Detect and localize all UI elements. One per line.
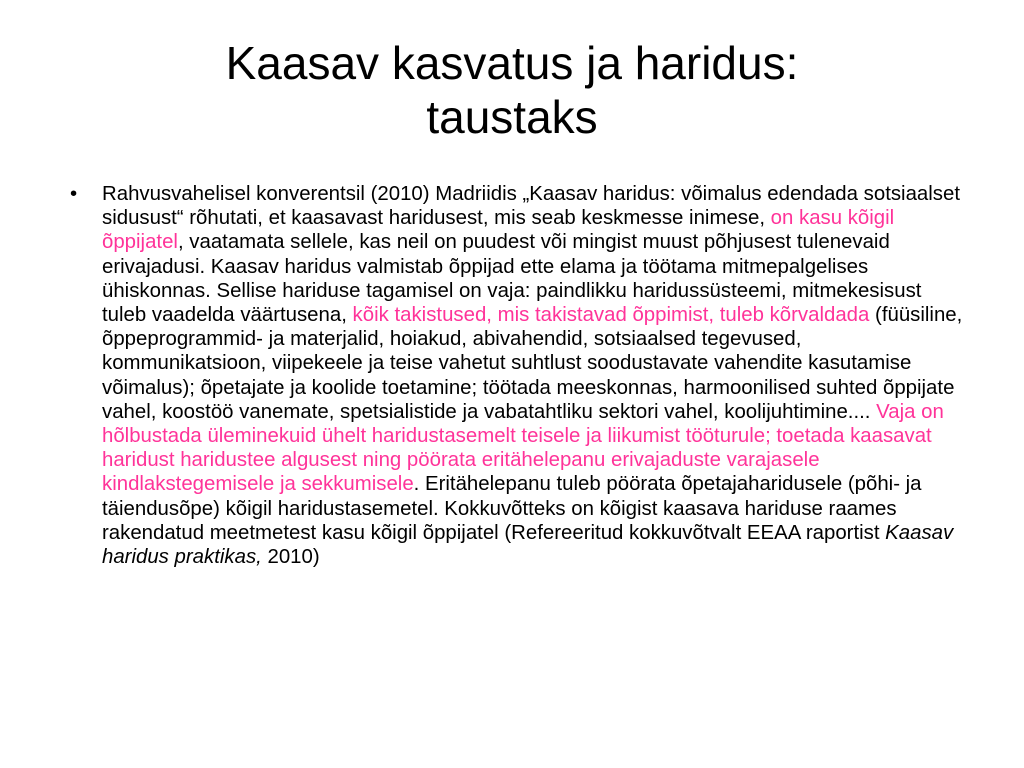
- bullet-list: [70, 182, 970, 569]
- slide-title-line-2: taustaks: [426, 91, 598, 143]
- report-title-italic: Kaasav haridus praktikas,: [102, 521, 954, 569]
- paragraph-text-1: Rahvusvahelisel konverentsil (2010) Madriidis „Kaasav haridus: võimalus edendada sotsiaalset sidusust“ rõhutati, et kaasavast haridusest, mis seab keskmesse inimese,: [102, 183, 960, 230]
- paragraph-text-2: , vaatamata sellele, kas neil on puudest või mingist muust põhjusest tulenevaid erivajadusi. Kaasav haridus valmistab õppijad ette elama ja töötama mitmepalgelises ühiskonnas. Sellise hariduse tagamisel on vaja: paindlikku haridussüsteemi, mitmekesisust tuleb vaadelda väärtusena,: [102, 231, 922, 327]
- bullet-icon: •: [70, 183, 78, 205]
- paragraph-text-5: 2010): [261, 546, 320, 569]
- highlighted-text-2: kõik takistused, mis takistavad õppimist, tuleb kõrvaldada: [352, 304, 870, 327]
- paragraph-text-3: (füüsiline, õppeprogrammid- ja materjalid, hoiakud, abivahendid, sotsiaalsed tegevused, kommunikatsioon, viipekeele ja teise vahetut suhtlust soodustavate vahendite kasutamise võimalus); õpetajate ja koolide toetamine; töötada meeskonnas, harmoonilised suhted õppijate vahel, koostöö vanemate, spetsialistide ja vabatahtliku sektori vahel, koolijuhtimine....: [102, 304, 963, 423]
- paragraph-text-4: . Eritähelepanu tuleb pöörata õpetajaharidusele (põhi- ja täiendusõpe) kõigil haridustasemetel. Kokkuvõtteks on kõigist kaasava hariduse raames rakendatud meetmetest kasu kõigil õppijatel (Refereeritud kokkuvõtvalt EEAA raportist: [102, 473, 922, 544]
- slide-title: [0, 36, 1024, 144]
- slide-title-line-1: Kaasav kasvatus ja haridus:: [225, 37, 799, 89]
- highlighted-text-1: on kasu kõigil õppijatel: [102, 207, 895, 254]
- bullet-item: [70, 182, 970, 569]
- highlighted-text-3: Vaja on hõlbustada üleminekuid ühelt haridustasemelt teisele ja liikumist tööturule; toetada kaasavat haridust haridustee algusest ning pöörata eritähelepanu erivajaduste varajasele kindlakstegemisele ja sekkumisele: [102, 400, 944, 496]
